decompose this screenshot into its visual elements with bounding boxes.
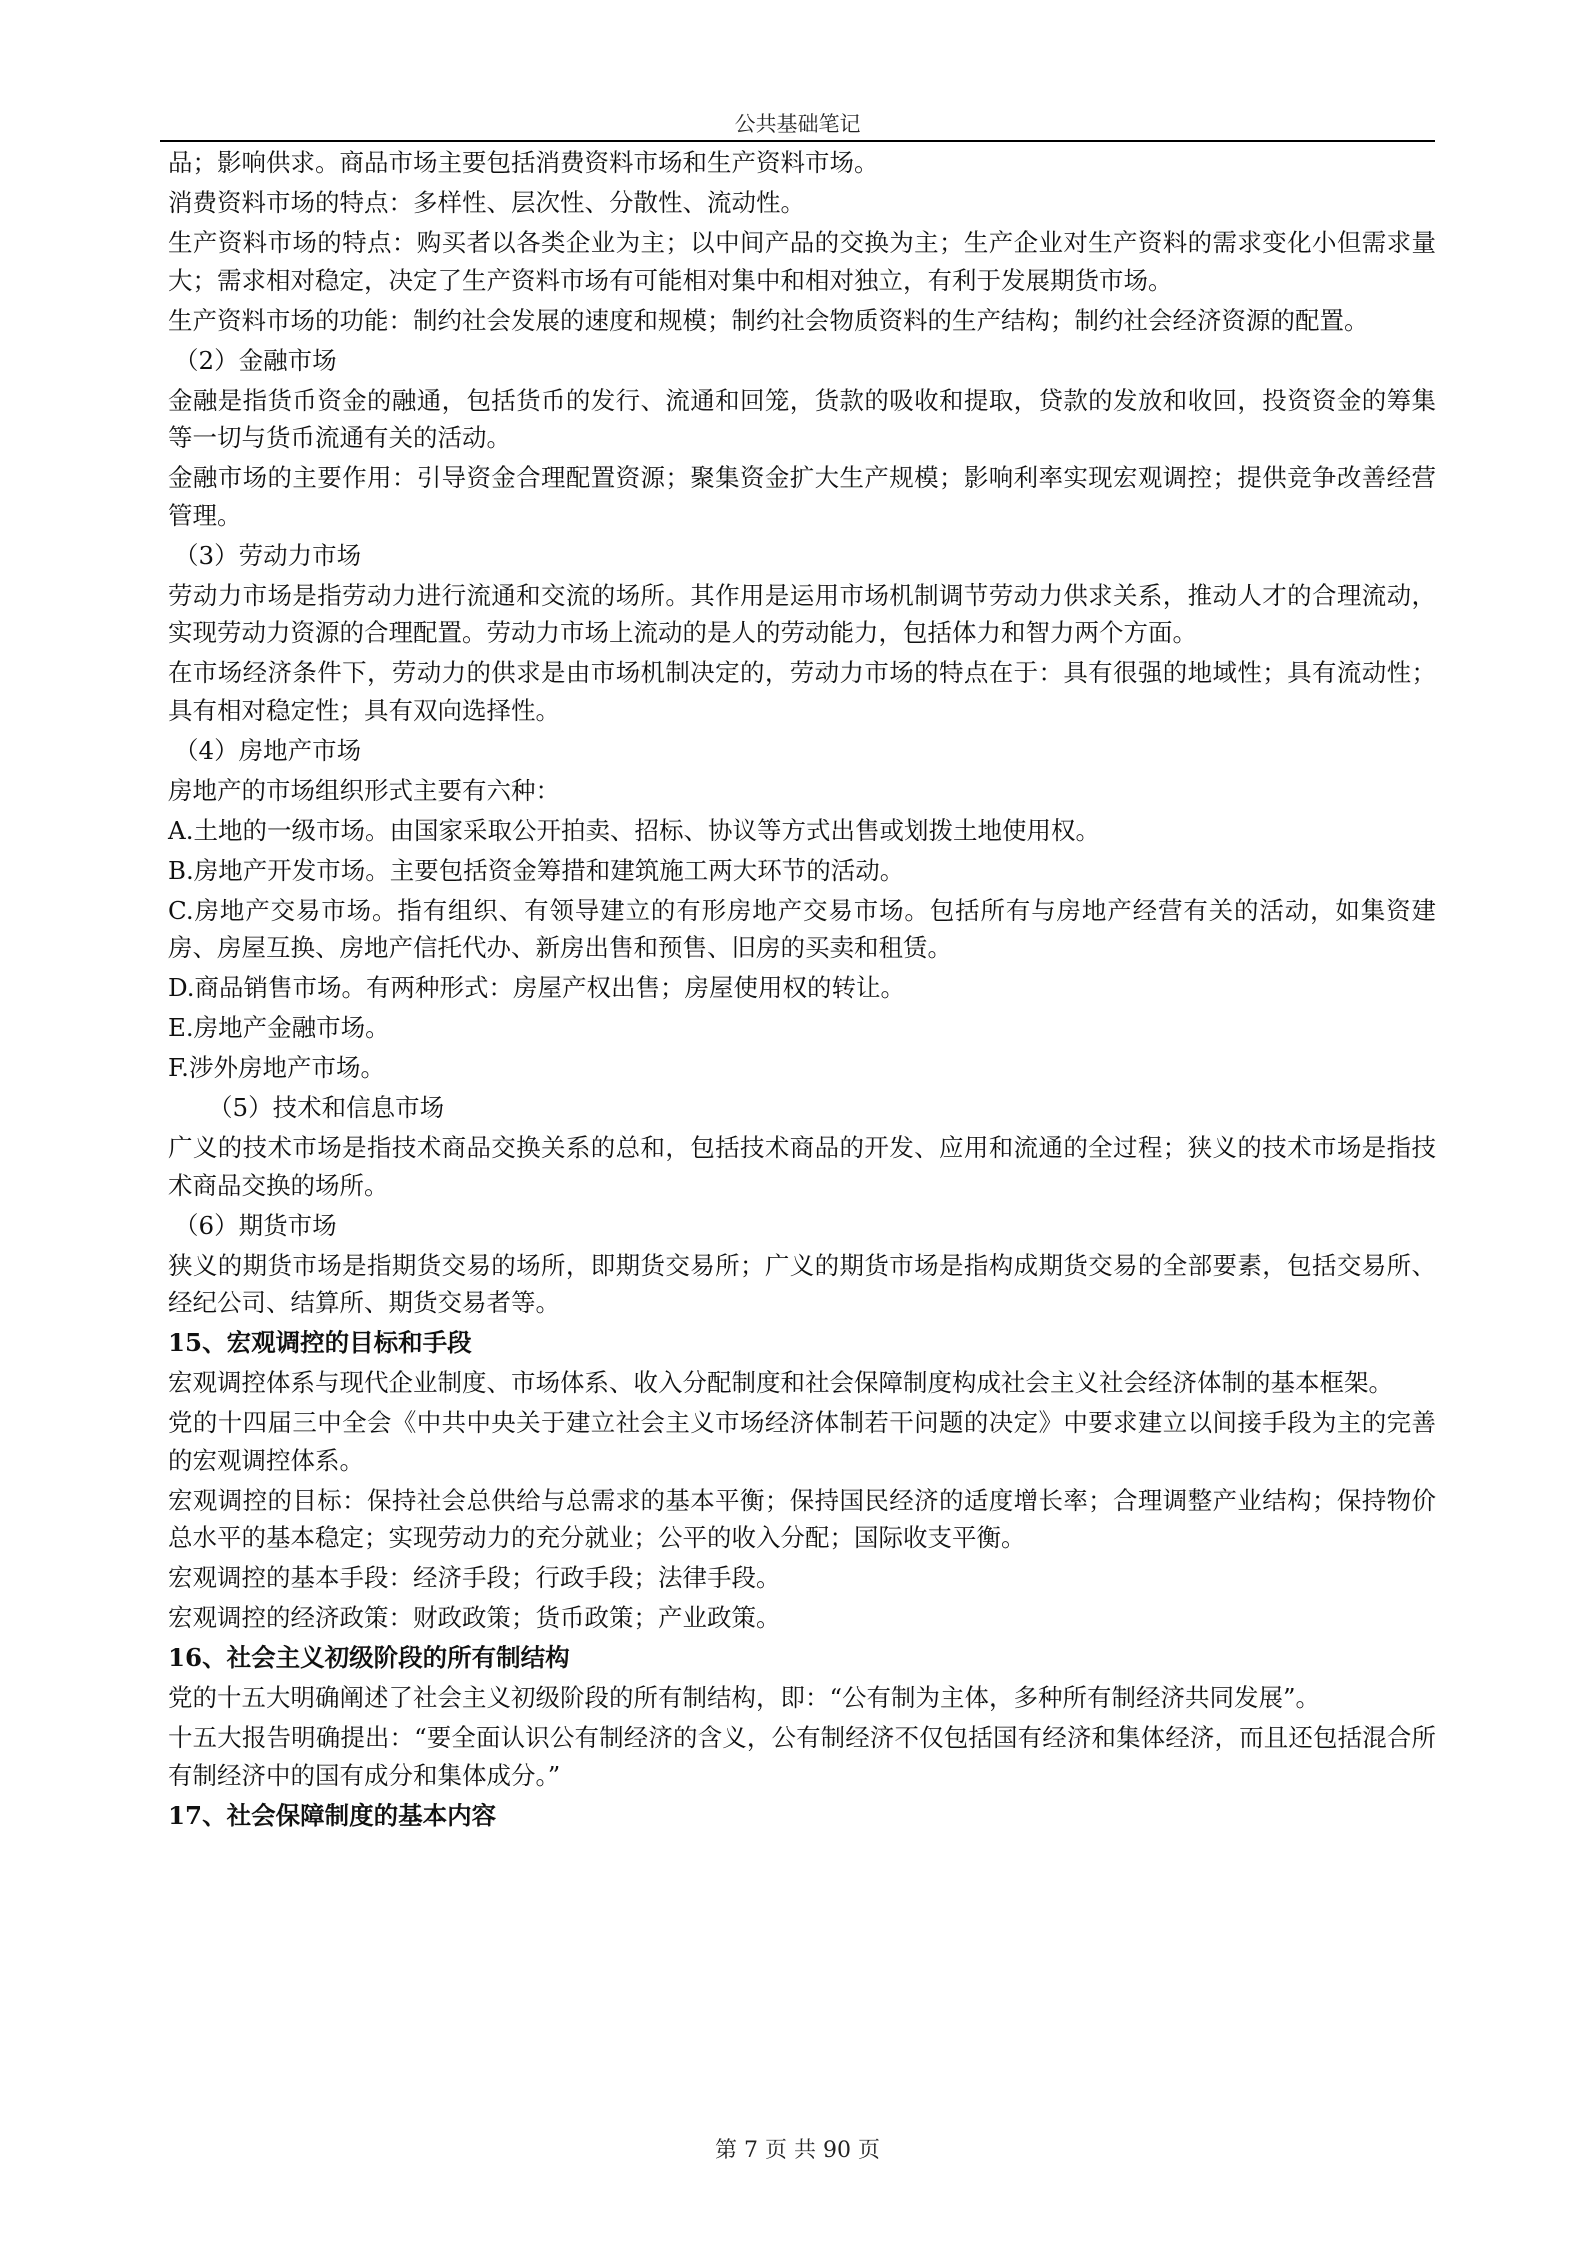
- list-item: D.商品销售市场。有两种形式：房屋产权出售；房屋使用权的转让。: [168, 973, 906, 1002]
- paragraph: 广义的技术市场是指技术商品交换关系的总和，包括技术商品的开发、应用和流通的全过程；狭义的技术市场是指技术商品交换的场所。: [168, 1133, 1436, 1200]
- header-divider: [160, 140, 1435, 142]
- paragraph: 在市场经济条件下，劳动力的供求是由市场机制决定的，劳动力市场的特点在于：具有很强的地域性；具有流动性；具有相对稳定性；具有双向选择性。: [168, 658, 1436, 725]
- paragraph: 宏观调控体系与现代企业制度、市场体系、收入分配制度和社会保障制度构成社会主义社会经济体制的基本框架。: [168, 1368, 1393, 1397]
- paragraph: 宏观调控的基本手段：经济手段；行政手段；法律手段。: [168, 1563, 781, 1592]
- paragraph: 党的十四届三中全会《中共中央关于建立社会主义市场经济体制若干问题的决定》中要求建立以间接手段为主的完善的宏观调控体系。: [168, 1408, 1436, 1475]
- paragraph: 金融市场的主要作用：引导资金合理配置资源；聚集资金扩大生产规模；影响利率实现宏观调控；提供竞争改善经营管理。: [168, 463, 1436, 530]
- paragraph: 金融是指货币资金的融通，包括货币的发行、流通和回笼，货款的吸收和提取，贷款的发放和收回，投资资金的筹集等一切与货币流通有关的活动。: [168, 385, 1436, 452]
- paragraph: 十五大报告明确提出：“要全面认识公有制经济的含义，公有制经济不仅包括国有经济和集体经济，而且还包括混合所有制经济中的国有成分和集体成分。”: [168, 1723, 1436, 1790]
- subsection-heading: （3）劳动力市场: [174, 540, 362, 570]
- paragraph: 宏观调控的经济政策：财政政策；货币政策；产业政策。: [168, 1603, 781, 1632]
- paragraph: 狭义的期货市场是指期货交易的场所，即期货交易所；广义的期货市场是指构成期货交易的全部要素，包括交易所、经纪公司、结算所、期货交易者等。: [168, 1250, 1436, 1317]
- list-item: A.土地的一级市场。由国家采取公开拍卖、招标、协议等方式出售或划拨土地使用权。: [168, 815, 1100, 845]
- page-header-title: 公共基础笔记: [734, 112, 861, 136]
- paragraph: 劳动力市场是指劳动力进行流通和交流的场所。其作用是运用市场机制调节劳动力供求关系，推动人才的合理流动，实现劳动力资源的合理配置。劳动力市场上流动的是人的劳动能力，包括体力和智力两个方面。: [168, 580, 1436, 647]
- section-heading: 16、社会主义初级阶段的所有制结构: [168, 1643, 570, 1672]
- paragraph: 房地产的市场组织形式主要有六种：: [168, 775, 560, 805]
- paragraph: 生产资料市场的特点：购买者以各类企业为主；以中间产品的交换为主；生产企业对生产资料的需求变化小但需求量大；需求相对稳定，决定了生产资料市场有可能相对集中和相对独立，有利于发展期货市场。: [168, 228, 1436, 295]
- list-item: C.房地产交易市场。指有组织、有领导建立的有形房地产交易市场。包括所有与房地产经营有关的活动，如集资建房、房屋互换、房地产信托代办、新房出售和预售、旧房的买卖和租赁。: [168, 895, 1436, 962]
- section-heading: 15、宏观调控的目标和手段: [168, 1328, 472, 1357]
- subsection-heading: （6）期货市场: [174, 1210, 337, 1240]
- list-item: F.涉外房地产市场。: [168, 1053, 385, 1082]
- list-item: E.房地产金融市场。: [168, 1013, 390, 1042]
- paragraph: 品；影响供求。商品市场主要包括消费资料市场和生产资料市场。: [168, 148, 879, 177]
- subsection-heading: （5）技术和信息市场: [208, 1093, 445, 1122]
- paragraph: 生产资料市场的功能：制约社会发展的速度和规模；制约社会物质资料的生产结构；制约社会经济资源的配置。: [168, 305, 1369, 335]
- paragraph: 党的十五大明确阐述了社会主义初级阶段的所有制结构，即：“公有制为主体，多种所有制经济共同发展”。: [168, 1683, 1321, 1712]
- subsection-heading: （2）金融市场: [174, 345, 337, 375]
- section-heading: 17、社会保障制度的基本内容: [168, 1800, 497, 1830]
- list-item: B.房地产开发市场。主要包括资金筹措和建筑施工两大环节的活动。: [168, 855, 905, 885]
- document-body: [168, 144, 1436, 1837]
- paragraph: 消费资料市场的特点：多样性、层次性、分散性、流动性。: [168, 188, 805, 217]
- paragraph: 宏观调控的目标：保持社会总供给与总需求的基本平衡；保持国民经济的适度增长率；合理调整产业结构；保持物价总水平的基本稳定；实现劳动力的充分就业；公平的收入分配；国际收支平衡。: [168, 1485, 1436, 1552]
- page-number: 第 7 页 共 90 页: [715, 2138, 880, 2163]
- subsection-heading: （4）房地产市场: [174, 735, 362, 765]
